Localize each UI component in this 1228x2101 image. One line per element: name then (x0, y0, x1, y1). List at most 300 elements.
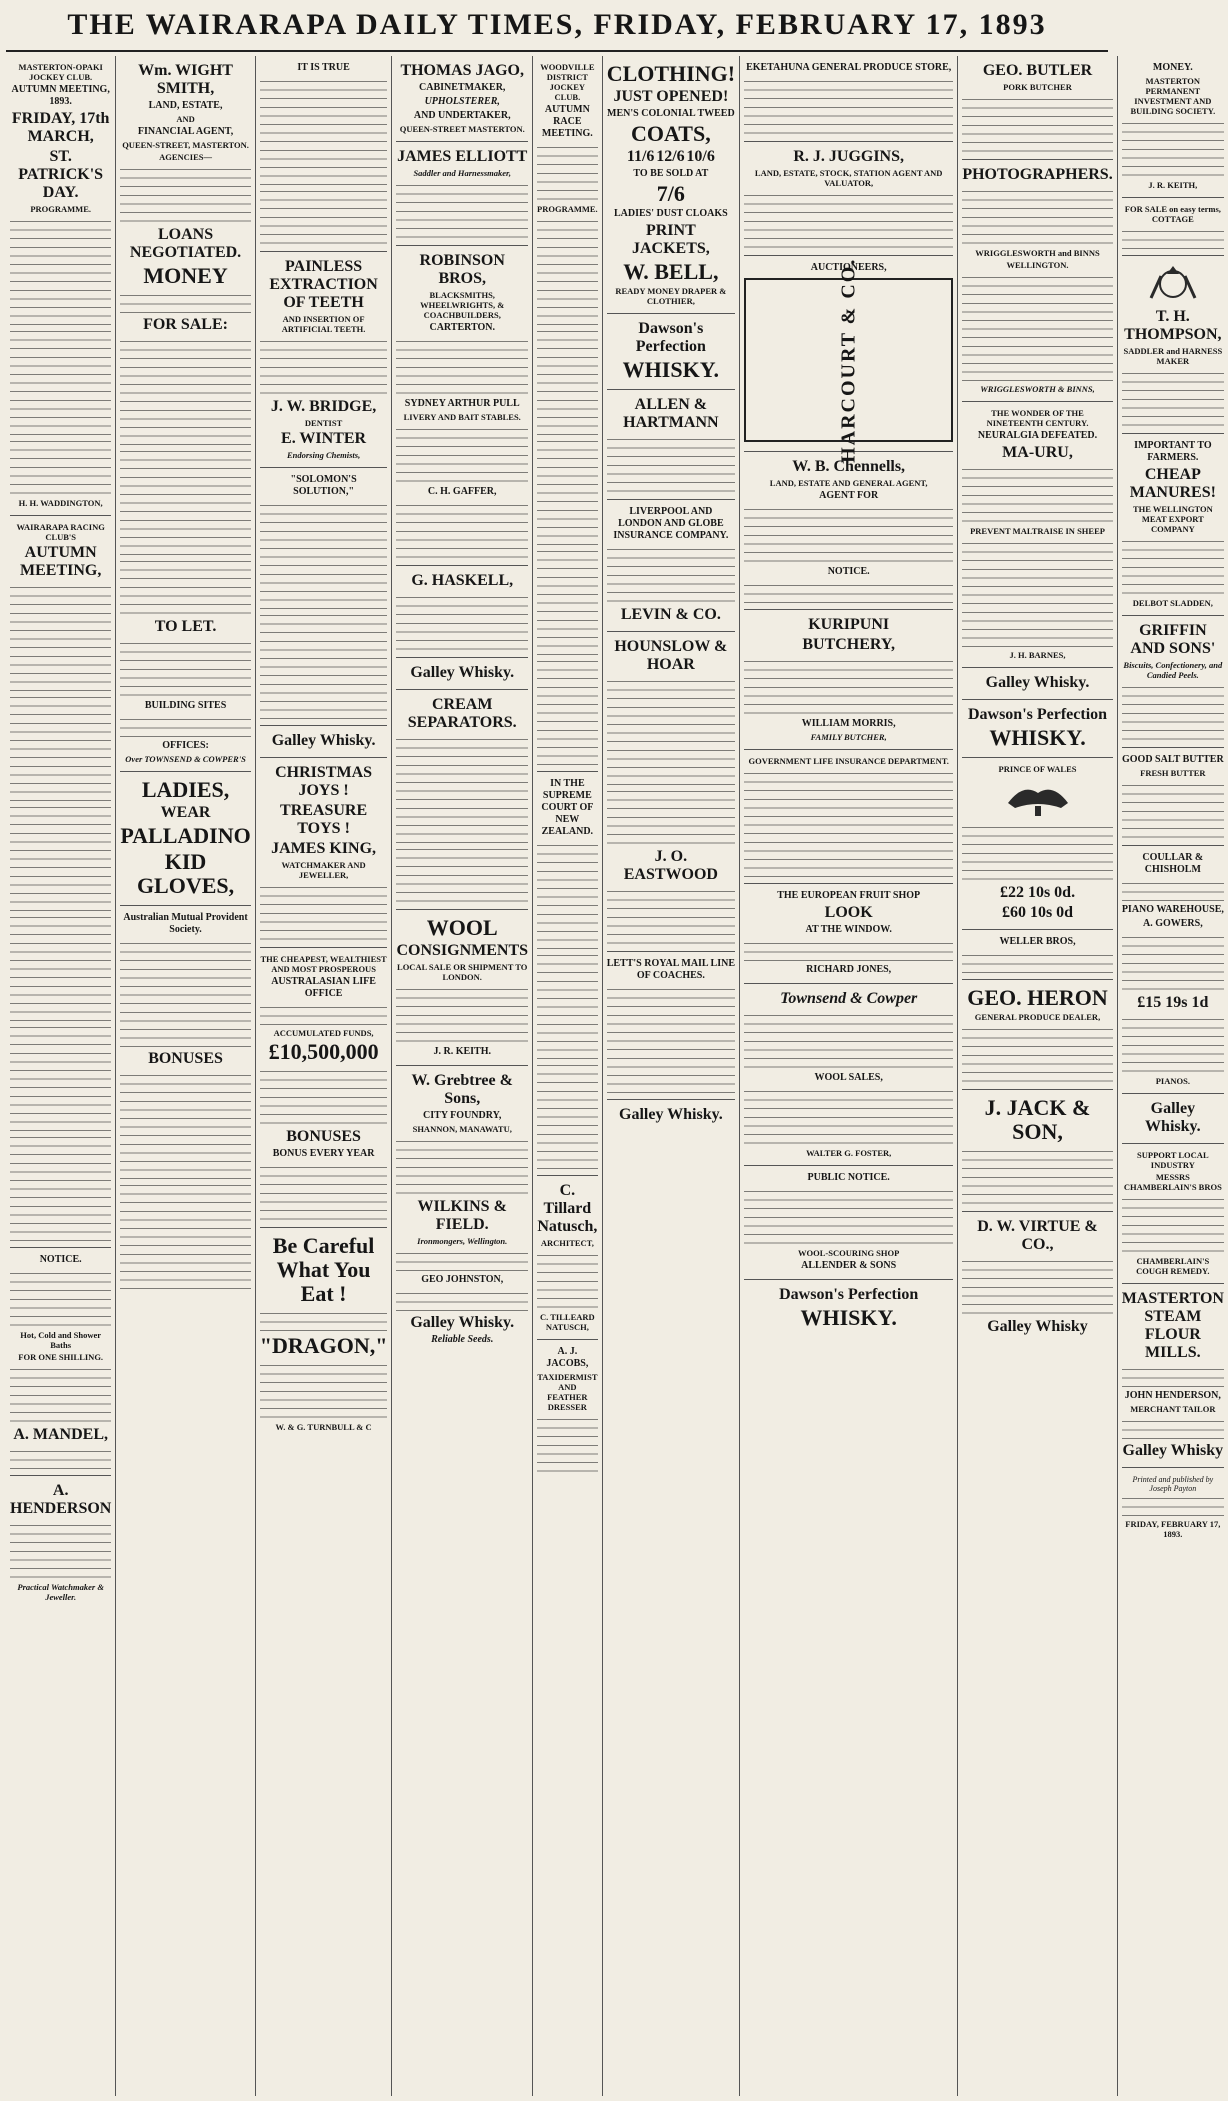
text-block (962, 1256, 1112, 1316)
cheap-manures-title: CHEAP MANURES! (1129, 466, 1216, 501)
text-block (10, 1364, 111, 1424)
text-block (537, 1414, 598, 1474)
foster-name: WALTER G. FOSTER, (806, 1148, 892, 1158)
money-title: MONEY. (1152, 62, 1193, 73)
mauru-title: MA-URU, (1002, 444, 1073, 461)
land-agent-money: MONEY (143, 263, 228, 288)
text-block (260, 1360, 388, 1420)
local-industry-ad (1122, 1144, 1224, 1284)
text-block (10, 1520, 111, 1580)
text-block (10, 692, 111, 802)
text-block (607, 786, 735, 846)
text-block (537, 326, 598, 436)
life-office-bonus: BONUSES (286, 1128, 361, 1145)
winter-name: E. WINTER (281, 430, 367, 447)
text-block (744, 190, 953, 250)
price-2: £60 10s 0d (1001, 904, 1074, 921)
wilkins-role: Ironmongers, Wellington. (417, 1236, 508, 1246)
text-block (396, 592, 528, 652)
kuripuni-butchery-ad (744, 610, 953, 750)
land-agent-offices-addr: Over TOWNSEND & COWPER'S (125, 754, 246, 764)
jockey-day: ST. PATRICK'S DAY. (18, 148, 104, 201)
keith-name: J. R. KEITH. (433, 1046, 491, 1057)
ladies-line3: PALLADINO (120, 823, 251, 848)
heron-name: GEO. HERON (967, 985, 1108, 1010)
morris-name: WILLIAM MORRIS, (801, 718, 896, 729)
text-block (1122, 536, 1224, 596)
natusch-name: C. Tillard Natusch, (537, 1182, 598, 1235)
text-block (260, 1066, 388, 1126)
column-9 (1118, 56, 1228, 2096)
jack-ad (962, 1090, 1112, 1212)
jago-trade3: AND UNDERTAKER, (413, 110, 511, 121)
baths-title: Hot, Cold and Shower Baths (20, 1330, 102, 1350)
racing-club-name: WAIRARAPA RACING CLUB'S (16, 522, 105, 542)
wool-sales-title: WOOL SALES, (814, 1072, 883, 1083)
text-block (537, 1060, 598, 1170)
it-is-true-ad (260, 56, 388, 252)
text-block (260, 500, 388, 610)
townsend-name: Townsend & Cowper (780, 990, 918, 1007)
text-block (396, 1136, 528, 1196)
government-insurance-ad (744, 750, 953, 884)
text-block (120, 290, 250, 314)
supreme-court-ad (537, 772, 598, 1176)
clothing-title: CLOTHING! (606, 61, 736, 86)
chennells-name: W. B. Chennells, (792, 458, 906, 475)
text-block (120, 164, 250, 224)
juggins-ad (744, 142, 953, 256)
bell-name: W. BELL, (623, 259, 719, 284)
harcourt-logo-text: HARCOURT & CO. (837, 257, 860, 463)
text-block (744, 938, 953, 962)
photographers-ad (962, 160, 1112, 402)
text-block (607, 984, 735, 1094)
text-block (607, 886, 735, 946)
text-block (396, 844, 528, 904)
racing-meeting: AUTUMN MEETING, (20, 544, 102, 579)
elliott-name: JAMES ELLIOTT (397, 148, 528, 165)
text-block (10, 1446, 111, 1470)
clothing-price-3: 10/6 (686, 148, 715, 165)
important-title: IMPORTANT TO FARMERS. (1134, 440, 1212, 463)
henderson-trade: Practical Watchmaker & Jeweller. (17, 1582, 104, 1602)
column-4 (392, 56, 533, 2096)
christmas-title: CHRISTMAS JOYS ! (275, 764, 373, 799)
text-block (1122, 1493, 1224, 1517)
dawson-whisky-ad (607, 314, 735, 390)
pianos-title: PIANOS. (1155, 1076, 1190, 1086)
text-block (1122, 682, 1224, 742)
chennells-agent: AGENT FOR (819, 490, 879, 501)
galley-whisky-ad (260, 726, 388, 758)
sladden-name: DELBOT SLADDEN, (1132, 598, 1213, 608)
dawson-title-3: Dawson's Perfection (967, 706, 1108, 723)
text-block (1122, 118, 1224, 178)
text-block (10, 912, 111, 1022)
text-block (396, 1248, 528, 1272)
jockey-secretary: H. H. WADDINGTON, (18, 498, 103, 508)
text-block (1122, 1194, 1224, 1254)
photographers-title: PHOTOGRAPHERS. (962, 166, 1113, 183)
piano-warehouse: PIANO WAREHOUSE, (1121, 904, 1224, 915)
life-office-accumulated: ACCUMULATED FUNDS, (273, 1028, 374, 1038)
public-notice-title: PUBLIC NOTICE. (807, 1172, 890, 1183)
land-agent-line1: LAND, ESTATE, (148, 100, 223, 111)
haskell-name: G. HASKELL, (411, 572, 514, 589)
masthead-title: THE WAIRARAPA DAILY TIMES, FRIDAY, FEBRUARY 17, 1893 (67, 8, 1047, 41)
chennells-role: LAND, ESTATE AND GENERAL AGENT, (769, 478, 928, 488)
woodville-club: WOODVILLE DISTRICT JOCKEY CLUB. (540, 62, 595, 102)
griffin-ad (1122, 616, 1224, 748)
turnbull-name: W. & G. TURNBULL & C (275, 1422, 372, 1432)
text-block (10, 1022, 111, 1132)
butler-trade: PORK BUTCHER (1003, 82, 1072, 92)
text-block (10, 216, 111, 326)
text-block (744, 1086, 953, 1146)
robinson-ad (396, 246, 528, 566)
text-block (260, 76, 388, 186)
dawson-title: Dawson's Perfection (635, 320, 706, 355)
natusch-signature: C. TILLEARD NATUSCH, (540, 1312, 595, 1332)
foundry-ad (396, 1066, 528, 1353)
wonder-title: THE WONDER OF THE NINETEENTH CENTURY. (986, 408, 1089, 428)
text-block (10, 582, 111, 692)
land-agent-agencies: AGENCIES— (159, 152, 212, 162)
robinson-name: ROBINSON BROS, (419, 252, 505, 287)
woodville-meeting: AUTUMN RACE MEETING. (541, 104, 593, 139)
weller-name: WELLER BROS, (999, 936, 1076, 947)
jago-trade2: UPHOLSTERER, (424, 96, 500, 107)
text-block (260, 1002, 388, 1026)
cream-separator-ad (396, 690, 528, 910)
clothing-price-1: 11/6 (626, 148, 655, 165)
text-block (537, 546, 598, 656)
text-block (962, 1024, 1112, 1084)
ladies-line2: WEAR (160, 804, 211, 821)
text-block (120, 336, 250, 446)
butler-name: GEO. BUTLER (982, 62, 1093, 79)
dawson-whisky-ad-3 (962, 700, 1112, 758)
land-agent-tolet: TO LET. (154, 618, 217, 635)
column-8 (958, 56, 1117, 2096)
livery-title: LIVERY AND BAIT STABLES. (403, 412, 521, 422)
text-block (396, 180, 528, 240)
text-block (120, 714, 250, 738)
galley-whisky-title-7: Galley Whisky. (1145, 1100, 1201, 1135)
crest-icon (1143, 264, 1203, 304)
text-block (10, 1132, 111, 1242)
dawson-whisky-2: WHISKY. (800, 1305, 897, 1330)
juggins-role: LAND, ESTATE, STOCK, STATION AGENT AND VALUATOR, (754, 168, 943, 188)
mandel-name: A. MANDEL, (13, 1426, 108, 1443)
galley-whisky-ad-7 (1122, 1094, 1224, 1144)
text-block (607, 544, 735, 604)
hounslow-name: HOUNSLOW & HOAR (614, 638, 728, 673)
wellington-label: WELLINGTON. (1006, 260, 1069, 270)
fruit-shop-title: THE EUROPEAN FRUIT SHOP (777, 890, 921, 901)
woodville-ad (537, 56, 598, 772)
text-block (962, 186, 1112, 246)
auctioneers-title: AUCTIONEERS, (810, 262, 887, 273)
sheep-title: PREVENT MALTRAISE IN SHEEP (970, 526, 1105, 536)
text-block (120, 446, 250, 556)
land-agent-ad (120, 56, 250, 772)
chennells-notice: NOTICE. (827, 566, 870, 577)
ladies-line4: KID GLOVES, (136, 849, 235, 898)
christmas-ad (260, 758, 388, 948)
land-agent-offices: OFFICES: (162, 740, 209, 751)
elliott-role: Saddler and Harnessmaker, (413, 168, 511, 178)
barnes-name: J. H. BARNES, (1009, 650, 1066, 660)
allender-name: ALLENDER & SONS (801, 1260, 897, 1271)
jack-name: J. JACK & SON, (984, 1095, 1091, 1144)
chennells-ad (744, 452, 953, 610)
galley-whisky-title: Galley Whisky. (271, 732, 376, 749)
building-society-ad (1122, 56, 1224, 198)
racing-club-ad (10, 516, 111, 1248)
galley-whisky-title-4: Galley Whisky. (619, 1106, 723, 1123)
heron-role: GENERAL PRODUCE DEALER, (974, 1012, 1101, 1022)
galley-whisky-title-5: Galley Whisky. (985, 674, 1090, 691)
eastwood-name: J. O. EASTWOOD (623, 848, 718, 883)
saddle-illustration (962, 778, 1112, 818)
masthead-rule (6, 50, 1108, 52)
society-title: MASTERTON PERMANENT INVESTMENT AND BUILDING SOCIETY. (1130, 76, 1216, 116)
columns (6, 56, 1224, 2096)
text-block (537, 216, 598, 326)
dawson-whisky: WHISKY. (622, 357, 720, 382)
column-2 (116, 56, 255, 2096)
liverpool-title: LIVERPOOL AND LONDON AND GLOBE INSURANCE COMPANY. (613, 506, 729, 541)
juggins-name: R. J. JUGGINS, (793, 148, 905, 165)
text-block (396, 1288, 528, 1312)
life-office-name: AUSTRALASIAN LIFE OFFICE (271, 976, 376, 999)
text-block (260, 610, 388, 720)
column-3 (256, 56, 393, 2096)
text-block (396, 984, 528, 1044)
royal-mail-ad (607, 952, 735, 1100)
woodville-programme: PROGRAMME. (537, 204, 598, 214)
text-block (260, 1308, 388, 1332)
text-block (962, 950, 1112, 974)
life-office-best: THE CHEAPEST, WEALTHIEST AND MOST PROSPEROUS (260, 954, 387, 974)
cottage-sale-ad (1122, 198, 1224, 256)
treasure-title: TREASURE TOYS ! (280, 802, 368, 837)
column-7 (740, 56, 958, 2096)
text-block (396, 734, 528, 844)
neuralgia-ad (962, 402, 1112, 668)
galley-whisky-ad-4 (607, 1100, 735, 1131)
land-agent-firm: Wm. WIGHT SMITH, (138, 62, 233, 97)
clothing-price-2: 12/6 (656, 148, 685, 165)
griffin-name: GRIFFIN AND SONS' (1130, 622, 1216, 657)
it-is-true-title: IT IS TRUE (297, 62, 350, 73)
text-block (1122, 1014, 1224, 1074)
text-block (537, 950, 598, 1060)
robinson-role: BLACKSMITHS, WHEELWRIGHTS, & COACHBUILDERS, (420, 290, 505, 320)
text-block (10, 802, 111, 912)
eketahuna-title: EKETAHUNA GENERAL PRODUCE STORE, (746, 62, 952, 73)
life-office-funds: £10,500,000 (268, 1039, 379, 1064)
text-block (260, 186, 388, 246)
foundry-title: CITY FOUNDRY, (423, 1110, 502, 1121)
galley-whisky-title-8: Galley Whisky (1122, 1442, 1224, 1459)
allen-hartmann-ad (607, 390, 735, 500)
griffin-products: Biscuits, Confectionery, and Candied Peels. (1123, 660, 1223, 680)
meat-company: THE WELLINGTON MEAT EXPORT COMPANY (1132, 504, 1213, 534)
crest-illustration (1122, 264, 1224, 304)
land-agent-line3: FINANCIAL AGENT, (137, 126, 234, 137)
text-block (1122, 932, 1224, 992)
text-block (396, 500, 528, 560)
butler-ad (962, 56, 1112, 160)
hounslow-ad (607, 632, 735, 952)
text-block (1122, 368, 1224, 428)
elliott-ad (396, 142, 528, 246)
jacobs-role: TAXIDERMIST AND FEATHER DRESSER (537, 1372, 598, 1412)
thompson-ad (1122, 256, 1224, 434)
text-block (607, 676, 735, 786)
notice-ad (10, 1248, 111, 1476)
flour-mills-title: MASTERTON STEAM FLOUR MILLS. (1121, 1290, 1224, 1361)
wool-ad (396, 910, 528, 1066)
text-block (537, 840, 598, 950)
imprint-date: FRIDAY, FEBRUARY 17, 1893. (1125, 1519, 1221, 1540)
natusch-ad (537, 1176, 598, 1340)
fruit-shop-ad (744, 884, 953, 984)
saddle-icon (1003, 778, 1073, 818)
clothing-dust-cloaks: LADIES' DUST CLOAKS (613, 208, 728, 219)
henderson-ad (10, 1476, 111, 1609)
land-agent-loans: LOANS NEGOTIATED. (129, 226, 242, 261)
coullar-ad (1122, 846, 1224, 1094)
coullar-name: COULLAR & CHISHOLM (1142, 852, 1204, 875)
land-agent-building: BUILDING SITES (144, 700, 227, 711)
kuripuni-title: KURIPUNI (808, 616, 890, 633)
clothing-coats: COATS, (631, 121, 711, 146)
dentist-name: J. W. BRIDGE, (270, 398, 377, 415)
text-block (962, 538, 1112, 648)
clothing-mens: MEN'S COLONIAL TWEED (607, 108, 735, 119)
richard-jones-name: RICHARD JONES, (806, 964, 892, 975)
crabtree-name: W. Grebtree & Sons, (411, 1072, 513, 1107)
dragon-ad (260, 1228, 388, 1439)
wool-london: LOCAL SALE OR SHIPMENT TO LONDON. (397, 962, 528, 982)
text-block (120, 1180, 250, 1290)
text-block (1122, 780, 1224, 840)
text-block (260, 1162, 388, 1222)
gowers-name: A. GOWERS, (1142, 918, 1203, 929)
heron-ad (962, 980, 1112, 1090)
jockey-club-name: MASTERTON-OPAKI JOCKEY CLUB. (18, 62, 103, 82)
liverpool-insurance-ad (607, 500, 735, 632)
look-title: LOOK (824, 904, 873, 921)
wool-scouring-title: WOOL-SCOURING SHOP (798, 1248, 900, 1258)
jago-street: QUEEN-STREET MASTERTON. (399, 124, 525, 134)
levin-name: LEVIN & CO. (620, 606, 721, 623)
notice-title: NOTICE. (39, 1254, 82, 1265)
text-block (962, 94, 1112, 154)
dawson-whisky-ad-2 (744, 1280, 953, 1337)
text-block (1122, 878, 1224, 902)
text-block (10, 1268, 111, 1328)
text-block (10, 436, 111, 496)
eketahuna-ad (744, 56, 953, 142)
teeth-title: PAINLESS EXTRACTION OF TEETH (269, 258, 378, 311)
solomon-title: "SOLOMON'S SOLUTION," (290, 474, 357, 497)
thompson-role: SADDLER and HARNESS MAKER (1123, 346, 1223, 366)
window-title: AT THE WINDOW. (805, 924, 892, 935)
support-title: SUPPORT LOCAL INDUSTRY (1137, 1150, 1209, 1170)
winter-role: Endorsing Chemists, (286, 450, 361, 460)
ladies-line1: LADIES, (141, 777, 230, 802)
neuralgia-title: NEURALGIA DEFEATED. (977, 430, 1098, 441)
jockey-meeting: AUTUMN MEETING, 1893. (11, 84, 110, 107)
text-block (1122, 1364, 1224, 1388)
text-block (744, 1186, 953, 1246)
natusch-role: ARCHITECT, (540, 1238, 594, 1248)
weller-ad (962, 930, 1112, 980)
dragon-title: "DRAGON," (259, 1333, 388, 1358)
butchery-title: BUTCHERY, (802, 636, 895, 653)
text-block (537, 436, 598, 546)
text-block (962, 272, 1112, 382)
text-block (1122, 1416, 1224, 1440)
dawson-title-2: Dawson's Perfection (779, 1286, 919, 1303)
townsend-ad (744, 984, 953, 1166)
virtue-name: D. W. VIRTUE & CO., (977, 1218, 1098, 1253)
amp-bonuses: BONUSES (148, 1050, 223, 1067)
jockey-club-ad (10, 56, 111, 516)
james-king-role: WATCHMAKER AND JEWELLER, (281, 860, 366, 880)
galley-whisky-title-3: Galley Whisky. (410, 1314, 515, 1331)
butter-ad (1122, 748, 1224, 846)
text-block (962, 464, 1112, 524)
wool-title: WOOL (426, 915, 498, 940)
robinson-location: CARTERTON. (429, 322, 495, 333)
ladies-ad (120, 772, 250, 906)
galley-whisky-title-6: Galley Whisky (987, 1318, 1088, 1335)
clothing-print-jackets: PRINT JACKETS, (631, 222, 710, 257)
royal-mail-title: LETT'S ROYAL MAIL LINE OF COACHES. (606, 958, 736, 981)
text-block (537, 1250, 598, 1310)
harcourt-ad (744, 256, 953, 463)
text-block (120, 1070, 250, 1180)
jacobs-name: A. J. JACOBS, (546, 1346, 589, 1369)
text-block (396, 336, 528, 396)
johnston-name: GEO JOHNSTON, (421, 1274, 504, 1285)
text-block (607, 434, 735, 494)
galley-whisky-ad-5 (962, 668, 1112, 700)
text-block (744, 768, 953, 878)
haskell-ad (396, 566, 528, 658)
life-office-cash: BONUS EVERY YEAR (272, 1148, 375, 1159)
virtue-ad (962, 1212, 1112, 1343)
fresh-butter-title: FRESH BUTTER (1140, 768, 1206, 778)
baths-price: FOR ONE SHILLING. (18, 1352, 104, 1362)
text-block (744, 580, 953, 604)
text-block (744, 656, 953, 716)
text-block (120, 638, 250, 698)
amp-title: Australian Mutual Provident Society. (123, 912, 248, 935)
keith-signature: J. R. KEITH, (1148, 180, 1198, 190)
amp-society-ad (120, 906, 250, 1295)
text-block (1122, 226, 1224, 250)
text-block (10, 326, 111, 436)
cottage-title: FOR SALE on easy terms, COTTAGE (1124, 204, 1221, 224)
text-block (120, 938, 250, 1048)
